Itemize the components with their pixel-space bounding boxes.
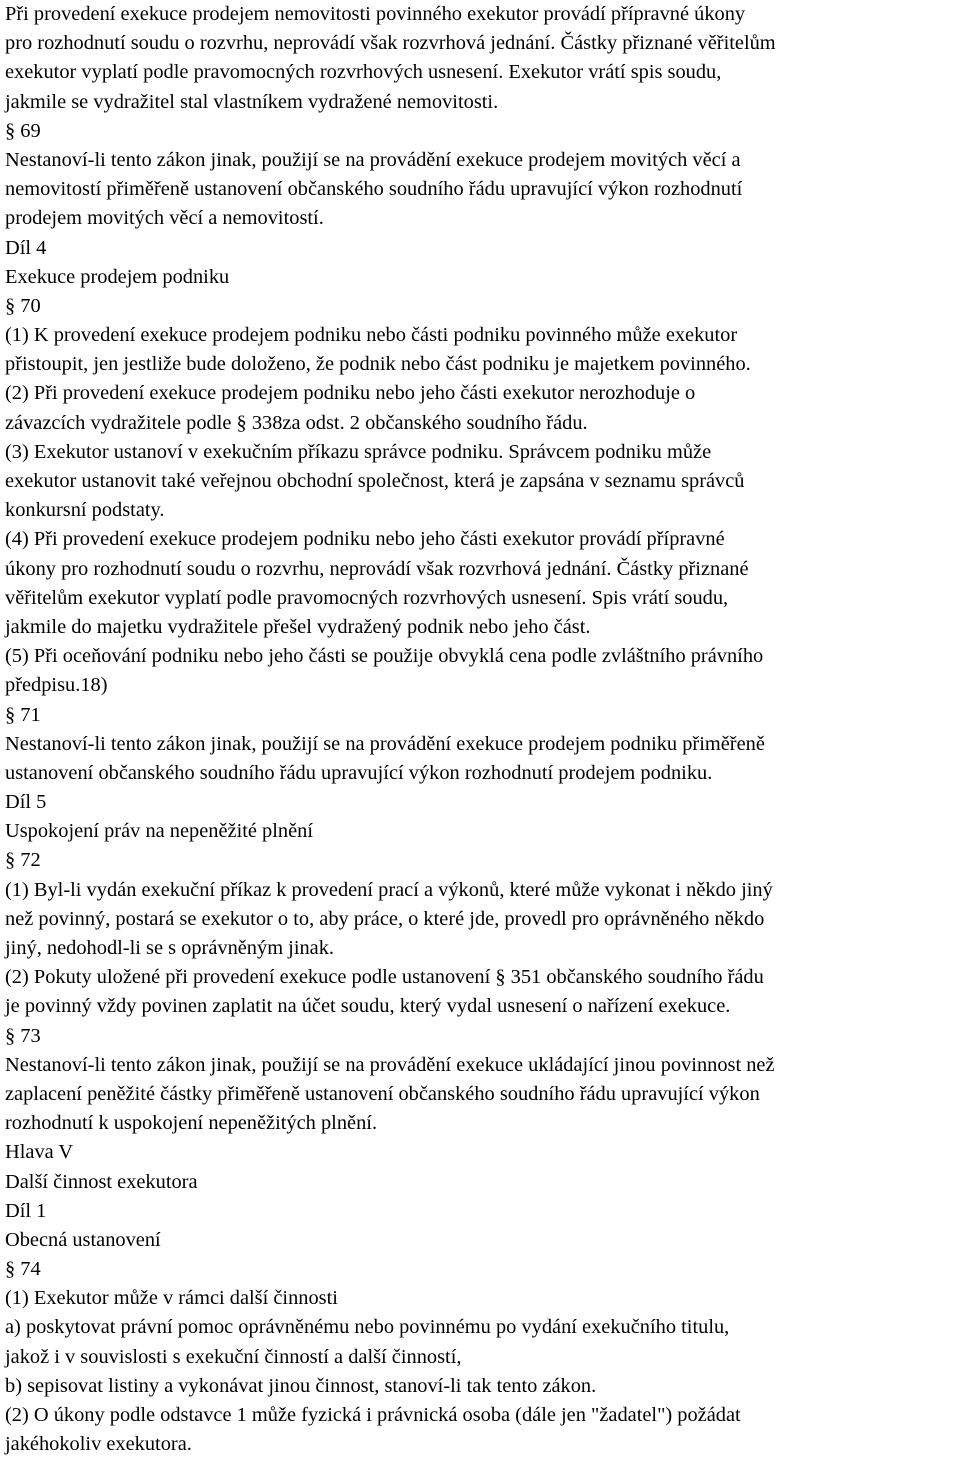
text-line: a) poskytovat právní pomoc oprávněnému nebo povinnému po vydání exekučního titulu,	[5, 1316, 730, 1339]
text-line: (3) Exekutor ustanoví v exekučním příkazu správce podniku. Správcem podniku může	[5, 440, 712, 463]
text-line: Exekuce prodejem podniku	[5, 265, 230, 288]
text-line: jakmile do majetku vydražitele přešel vydražený podnik nebo jeho část.	[5, 615, 591, 638]
text-line: zaplacení peněžité částky přiměřeně ustanovení občanského soudního řádu upravující výkon	[5, 1082, 760, 1105]
text-line: (2) Pokuty uložené při provedení exekuce podle ustanovení § 351 občanského soudního řádu	[5, 966, 764, 989]
text-line: exekutor ustanovit také veřejnou obchodní společnost, která je zapsána v seznamu správců	[5, 470, 745, 492]
text-line: § 74	[5, 1258, 41, 1281]
text-line: Díl 1	[5, 1199, 47, 1222]
text-line: jakéhokoliv exekutora.	[5, 1433, 192, 1456]
text-line: je povinný vždy povinen zaplatit na účet soudu, který vydal usnesení o nařízení exekuce.	[5, 995, 731, 1018]
text-line: § 70	[5, 294, 41, 317]
text-line: jakmile se vydražitel stal vlastníkem vydražené nemovitosti.	[5, 90, 499, 113]
text-line: prodejem movitých věcí a nemovitostí.	[5, 207, 324, 230]
text-line: jiný, nedohodl-li se s oprávněným jinak.	[5, 937, 335, 959]
text-line: Nestanoví-li tento zákon jinak, použijí se na provádění exekuce ukládající jinou povinnost než	[5, 1053, 775, 1076]
text-line: (1) Exekutor může v rámci další činnosti	[5, 1287, 338, 1310]
text-line: Při provedení exekuce prodejem nemovitosti povinného exekutor provádí přípravné úkony	[5, 3, 746, 25]
text-line: Další činnost exekutora	[5, 1170, 198, 1193]
text-line: Hlava V	[5, 1141, 74, 1164]
text-line: než povinný, postará se exekutor o to, aby práce, o které jde, provedl pro oprávněného někdo	[5, 907, 765, 930]
text-line: § 73	[5, 1024, 41, 1047]
text-line: § 72	[5, 849, 41, 872]
text-line: Nestanoví-li tento zákon jinak, použijí se na provádění exekuce prodejem podniku přiměřeně	[5, 732, 765, 755]
text-line: rozhodnutí k uspokojení nepeněžitých plnění.	[5, 1112, 378, 1135]
text-line: nemovitostí přiměřeně ustanovení občanského soudního řádu upravující výkon rozhodnutí	[5, 178, 743, 201]
text-line: b) sepisovat listiny a vykonávat jinou činnost, stanoví-li tak tento zákon.	[5, 1374, 597, 1397]
text-line: (4) Při provedení exekuce prodejem podniku nebo jeho části exekutor provádí přípravné	[5, 528, 725, 551]
document-page	[5, 0, 960, 1459]
text-line: Díl 4	[5, 236, 47, 259]
text-line: (2) Při provedení exekuce prodejem podniku nebo jeho části exekutor nerozhoduje o	[5, 382, 696, 405]
text-line: (1) Byl-li vydán exekuční příkaz k provedení prací a výkonů, které může vykonat i někdo jiný	[5, 878, 773, 901]
text-line: pro rozhodnutí soudu o rozvrhu, neprovádí však rozvrhová jednání. Částky přiznané věřitelům	[5, 32, 776, 55]
text-line: (2) O úkony podle odstavce 1 může fyzická i právnická osoba (dále jen "žadatel") požádat	[5, 1404, 741, 1426]
text-line: úkony pro rozhodnutí soudu o rozvrhu, neprovádí však rozvrhová jednání. Částky přiznané	[5, 557, 749, 580]
text-line: jakož i v souvislosti s exekuční činností a další činností,	[5, 1345, 462, 1368]
text-line: předpisu.18)	[5, 674, 108, 697]
text-line: § 69	[5, 119, 41, 142]
text-line: ustanovení občanského soudního řádu upravující výkon rozhodnutí prodejem podniku.	[5, 761, 713, 784]
text-line: Díl 5	[5, 791, 47, 814]
text-line: Uspokojení práv na nepeněžité plnění	[5, 820, 314, 843]
text-line: přistoupit, jen jestliže bude doloženo, že podnik nebo část podniku je majetkem povinného.	[5, 353, 751, 376]
text-line: Nestanoví-li tento zákon jinak, použijí se na provádění exekuce prodejem movitých věcí a	[5, 148, 741, 171]
text-line: konkursní podstaty.	[5, 499, 165, 522]
text-line: exekutor vyplatí podle pravomocných rozvrhových usnesení. Exekutor vrátí spis soudu,	[5, 61, 722, 84]
text-line: Obecná ustanovení	[5, 1228, 161, 1251]
text-line: (1) K provedení exekuce prodejem podniku nebo části podniku povinného může exekutor	[5, 324, 738, 347]
text-line: věřitelům exekutor vyplatí podle pravomocných rozvrhových usnesení. Spis vrátí soudu,	[5, 586, 729, 609]
text-line: závazcích vydražitele podle § 338za odst. 2 občanského soudního řádu.	[5, 411, 588, 434]
text-line: (5) Při oceňování podniku nebo jeho části se použije obvyklá cena podle zvláštního právního	[5, 645, 764, 668]
text-line: § 71	[5, 703, 41, 726]
